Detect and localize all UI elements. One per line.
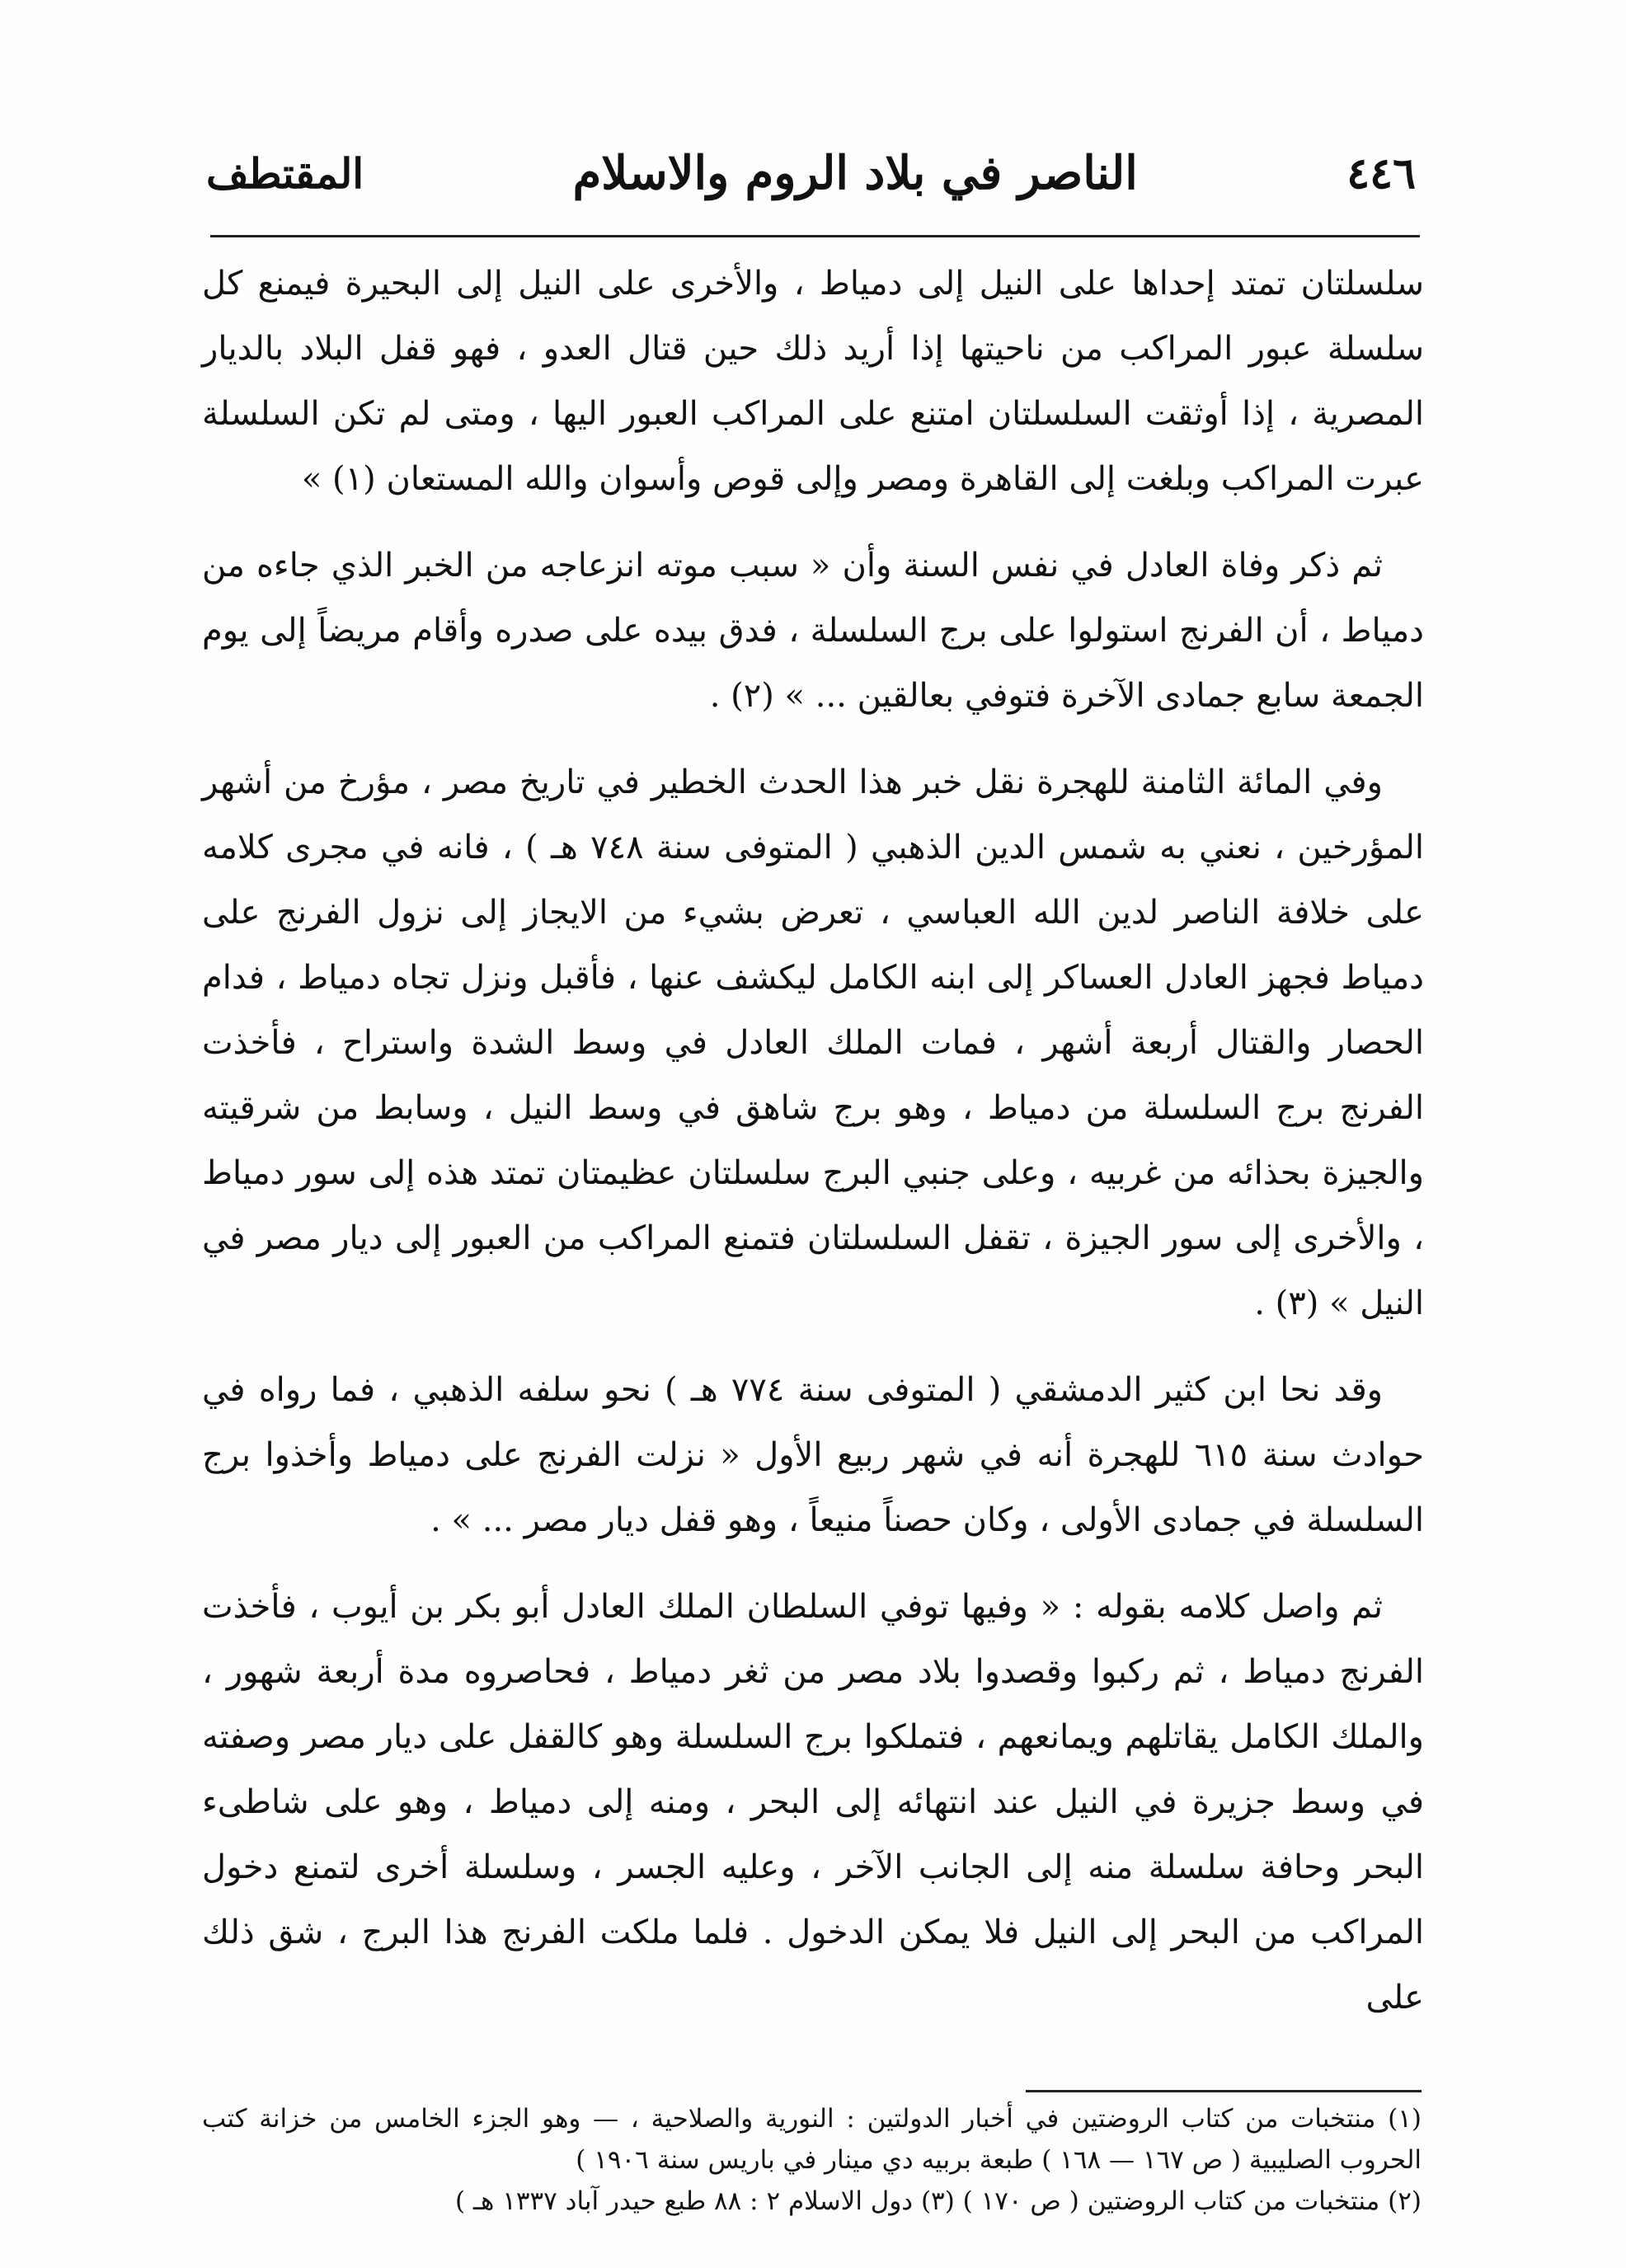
page-header: [206, 140, 1416, 206]
footnote-divider: [1026, 2090, 1422, 2092]
running-title: الناصر في بلاد الروم والاسلام: [572, 146, 1138, 200]
paragraph: ثم ذكر وفاة العادل في نفس السنة وأن « سبب موته انزعاجه من الخبر الذي جاءه من دمياط ، أن الفرنج استولوا على برج السلسلة ، فدق بيده على صدره وأقام مريضاً إلى يوم الجمعة سابع جمادى الآخرة فتوفي بعالقين ... » (٢) .: [202, 547, 1424, 715]
paragraph: وفي المائة الثامنة للهجرة نقل خبر هذا الحدث الخطير في تاريخ مصر ، مؤرخ من أشهر المؤرخين ، نعني به شمس الدين الذهبي ( المتوفى سنة ٧٤٨ هـ ) ، فانه في مجرى كلامه على خلافة الناصر لدين الله العباسي ، تعرض بشيء من الايجاز إلى نزول الفرنج على دمياط فجهز العادل العساكر إلى ابنه الكامل ليكشف عنها ، فأقبل ونزل تجاه دمياط ، فدام الحصار والقتال أربعة أشهر ، فمات الملك العادل في وسط الشدة واستراح ، فأخذت الفرنج برج السلسلة من دمياط ، وهو برج شاهق في وسط النيل ، وسابط من شرقيته والجيزة بحذائه من غربيه ، وعلى جنبي البرج سلسلتان عظيمتان تمتد هذه إلى سور دمياط ، والأخرى إلى سور الجيزة ، تقفل السلسلتان فتمنع المراكب من العبور إلى ديار مصر في النيل » (٣) .: [202, 763, 1425, 1322]
paragraph: وقد نحا ابن كثير الدمشقي ( المتوفى سنة ٧٧٤ هـ ) نحو سلفه الذهبي ، فما رواه في حوادث سنة ٦١٥ للهجرة أنه في شهر ربيع الأول « نزلت الفرنج على دمياط وأخذوا برج السلسلة في جمادى الأولى ، وكان حصناً منيعاً ، وهو قفل ديار مصر ... » .: [202, 1371, 1424, 1539]
paragraph: ثم واصل كلامه بقوله : « وفيها توفي السلطان الملك العادل أبو بكر بن أيوب ، فأخذت الفرنج دمياط ، ثم ركبوا وقصدوا بلاد مصر من ثغر دمياط ، فحاصروه مدة أربعة شهور ، والملك الكامل يقاتلهم ويمانعهم ، فتملكوا برج السلسلة وهو كالقفل على ديار مصر وصفته في وسط جزيرة في النيل عند انتهائه إلى البحر ، ومنه إلى دمياط ، وهو على شاطىء البحر وحافة سلسلة منه إلى الجانب الآخر ، وعليه الجسر ، وسلسلة أخرى لتمنع دخول المراكب من البحر إلى النيل فلا يمكن الدخول . فلما ملكت الفرنج هذا البرج ، شق ذلك على: [202, 1588, 1424, 2017]
header-divider: [210, 235, 1420, 237]
paragraph: سلسلتان تمتد إحداها على النيل إلى دمياط ، والأخرى على النيل إلى البحيرة فيمنع كل سلسلة عبور المراكب من ناحيتها إذا أريد ذلك حين قتال العدو ، فهو قفل البلاد بالديار المصرية ، إذا أوثقت السلسلتان امتنع على المراكب العبور اليها ، ومتى لم تكن السلسلة عبرت المراكب وبلغت إلى القاهرة ومصر وإلى قوص وأسوان والله المستعان (١) »: [202, 265, 1424, 498]
page-number: ٤٤٦: [1346, 148, 1416, 199]
footnote: (١) منتخبات من كتاب الروضتين في أخبار الدولتين : النورية والصلاحية ، — وهو الجزء الخامس من خزانة كتب الحروب الصليبية ( ص ١٦٧ — ١٦٨ ) طبعة بربيه دي مينار في باريس سنة ١٩٠٦ ): [202, 2104, 1422, 2175]
journal-name: المقتطف: [206, 148, 364, 198]
footnote: (٢) منتخبات من كتاب الروضتين ( ص ١٧٠ ) (٣) دول الاسلام ٢ : ٨٨ طبع حيدر آباد ١٣٣٧ هـ ): [454, 2186, 1422, 2216]
main-text: [202, 251, 1424, 2052]
footnotes: [202, 2098, 1422, 2222]
